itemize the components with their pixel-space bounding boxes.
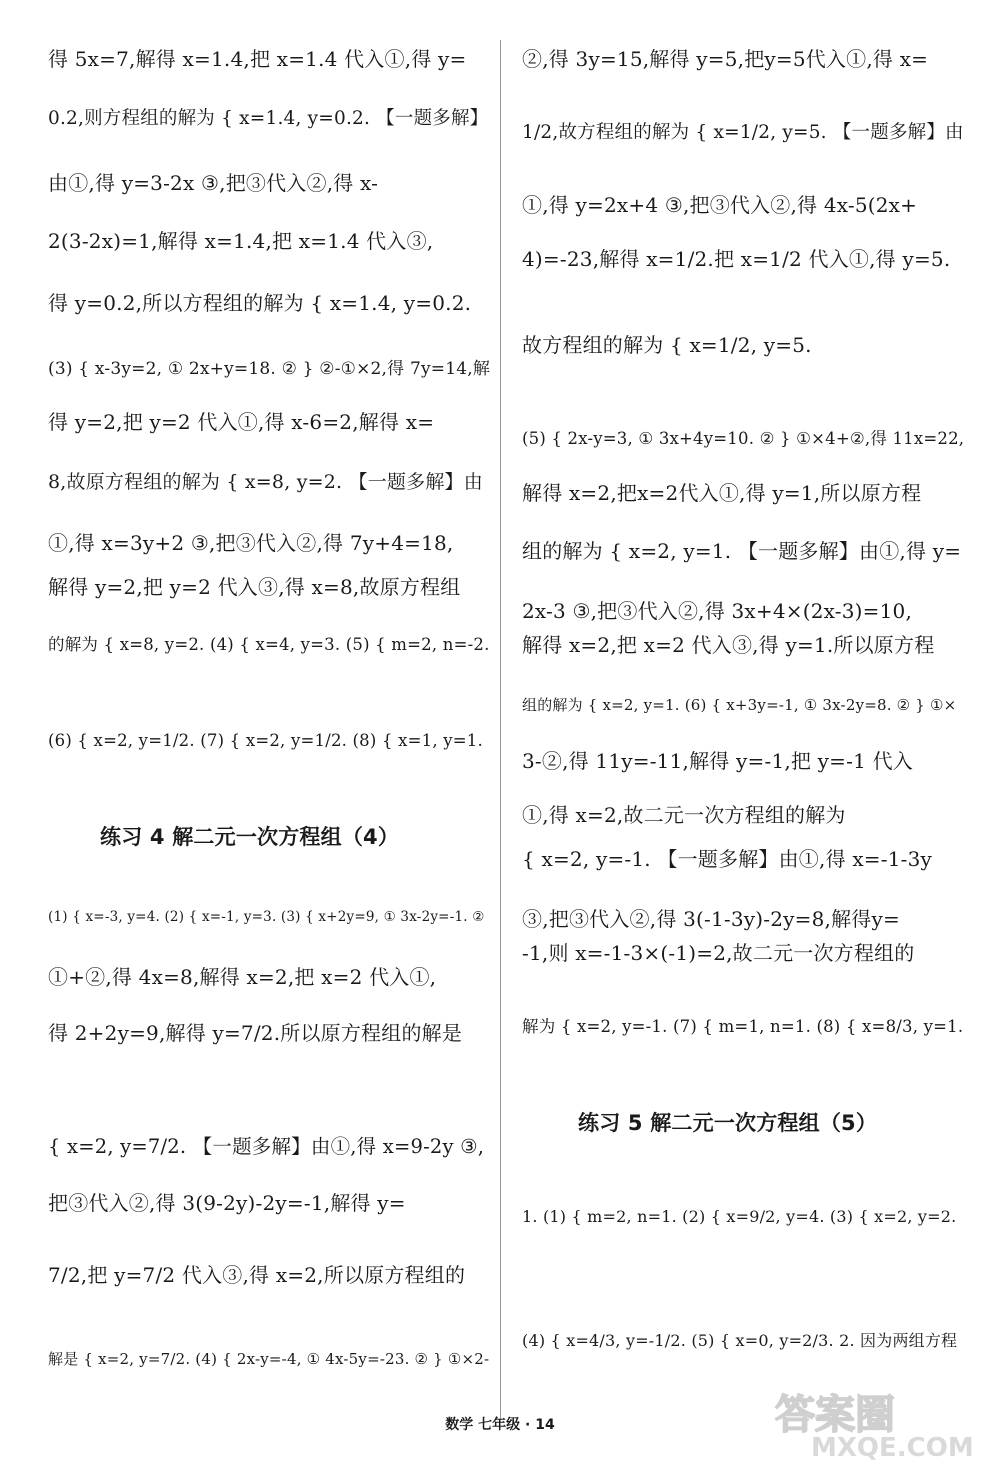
left-line: 0.2,则方程组的解为 { x=1.4, y=0.2. 【一题多解】 — [48, 108, 489, 129]
right-line: 解得 x=2,把x=2代入①,得 y=1,所以原方程 — [522, 481, 922, 505]
right-line: 解得 x=2,把 x=2 代入③,得 y=1.所以原方程 — [522, 633, 935, 657]
left-line: { x=2, y=7/2. 【一题多解】由①,得 x=9-2y ③, — [48, 1135, 485, 1158]
watermark-main-text: 答案圈 — [775, 1392, 895, 1438]
left-line: ①,得 x=3y+2 ③,把③代入②,得 7y+4=18, — [48, 531, 454, 555]
left-line: 解得 y=2,把 y=2 代入③,得 x=8,故原方程组 — [48, 575, 461, 599]
right-line: ①,得 y=2x+4 ③,把③代入②,得 4x-5(2x+ — [522, 193, 918, 217]
right-line: 组的解为 { x=2, y=1. (6) { x+3y=-1, ① 3x-2y=8. ② } ①× — [522, 696, 957, 714]
right-line: 故方程组的解为 { x=1/2, y=5. — [522, 333, 812, 357]
right-line: 4)=-23,解得 x=1/2.把 x=1/2 代入①,得 y=5. — [522, 247, 951, 271]
right-line: ②,得 3y=15,解得 y=5,把y=5代入①,得 x= — [522, 47, 929, 71]
page-footer: 数学 七年级 · 14 — [445, 1417, 555, 1433]
left-line: 把③代入②,得 3(9-2y)-2y=-1,解得 y= — [48, 1191, 406, 1215]
right-line: ③,把③代入②,得 3(-1-3y)-2y=8,解得y= — [522, 907, 900, 931]
left-line: 7/2,把 y=7/2 代入③,得 x=2,所以原方程组的 — [48, 1263, 466, 1287]
right-line: 解为 { x=2, y=-1. (7) { m=1, n=1. (8) { x=8/3, y=1. — [522, 1017, 964, 1036]
watermark-sub-text: MXQE.COM — [811, 1433, 974, 1460]
left-line: 8,故原方程组的解为 { x=8, y=2. 【一题多解】由 — [48, 471, 483, 493]
right-line: (5) { 2x-y=3, ① 3x+4y=10. ② } ①×4+②,得 11x=22, — [522, 429, 965, 448]
right-line: ①,得 x=2,故二元一次方程组的解为 — [522, 803, 846, 827]
left-line: ①+②,得 4x=8,解得 x=2,把 x=2 代入①, — [48, 965, 437, 989]
left-line: 的解为 { x=8, y=2. (4) { x=4, y=3. (5) { m=2, n=-2. — [48, 635, 490, 654]
left-line: 得 5x=7,解得 x=1.4,把 x=1.4 代入①,得 y= — [48, 47, 467, 71]
left-line: 得 y=0.2,所以方程组的解为 { x=1.4, y=0.2. — [48, 291, 472, 315]
watermark-logo — [771, 1388, 986, 1460]
left-line: 得 y=2,把 y=2 代入①,得 x-6=2,解得 x= — [48, 410, 435, 434]
right-line: -1,则 x=-1-3×(-1)=2,故二元一次方程组的 — [522, 941, 915, 965]
left-line: 得 2+2y=9,解得 y=7/2.所以原方程组的解是 — [48, 1021, 463, 1045]
right-line: { x=2, y=-1. 【一题多解】由①,得 x=-1-3y — [522, 847, 933, 871]
section-title-practice-5: 练习 5 解二元一次方程组（5） — [578, 1111, 878, 1135]
left-line: 解是 { x=2, y=7/2. (4) { 2x-y=-4, ① 4x-5y=-23. ② } ①×2- — [48, 1350, 490, 1368]
left-line: 2(3-2x)=1,解得 x=1.4,把 x=1.4 代入③, — [48, 229, 434, 253]
section-title-practice-4: 练习 4 解二元一次方程组（4） — [100, 825, 400, 849]
left-line: (6) { x=2, y=1/2. (7) { x=2, y=1/2. (8) { x=1, y=1. — [48, 731, 483, 750]
left-line: 由①,得 y=3-2x ③,把③代入②,得 x- — [48, 171, 379, 195]
column-divider — [500, 40, 501, 1420]
right-line: 3-②,得 11y=-11,解得 y=-1,把 y=-1 代入 — [522, 749, 913, 773]
right-line: 1. (1) { m=2, n=1. (2) { x=9/2, y=4. (3) { x=2, y=2. — [522, 1207, 957, 1226]
right-line: 2x-3 ③,把③代入②,得 3x+4×(2x-3)=10, — [522, 599, 913, 623]
left-line: (1) { x=-3, y=4. (2) { x=-1, y=3. (3) { x+2y=9, ① 3x-2y=-1. ② — [48, 909, 485, 925]
right-line: 组的解为 { x=2, y=1. 【一题多解】由①,得 y= — [522, 539, 962, 563]
left-line: (3) { x-3y=2, ① 2x+y=18. ② } ②-①×2,得 7y=14,解 — [48, 359, 491, 379]
right-line: 1/2,故方程组的解为 { x=1/2, y=5. 【一题多解】由 — [522, 122, 964, 143]
right-line: (4) { x=4/3, y=-1/2. (5) { x=0, y=2/3. 2. 因为两组方程 — [522, 1331, 958, 1350]
